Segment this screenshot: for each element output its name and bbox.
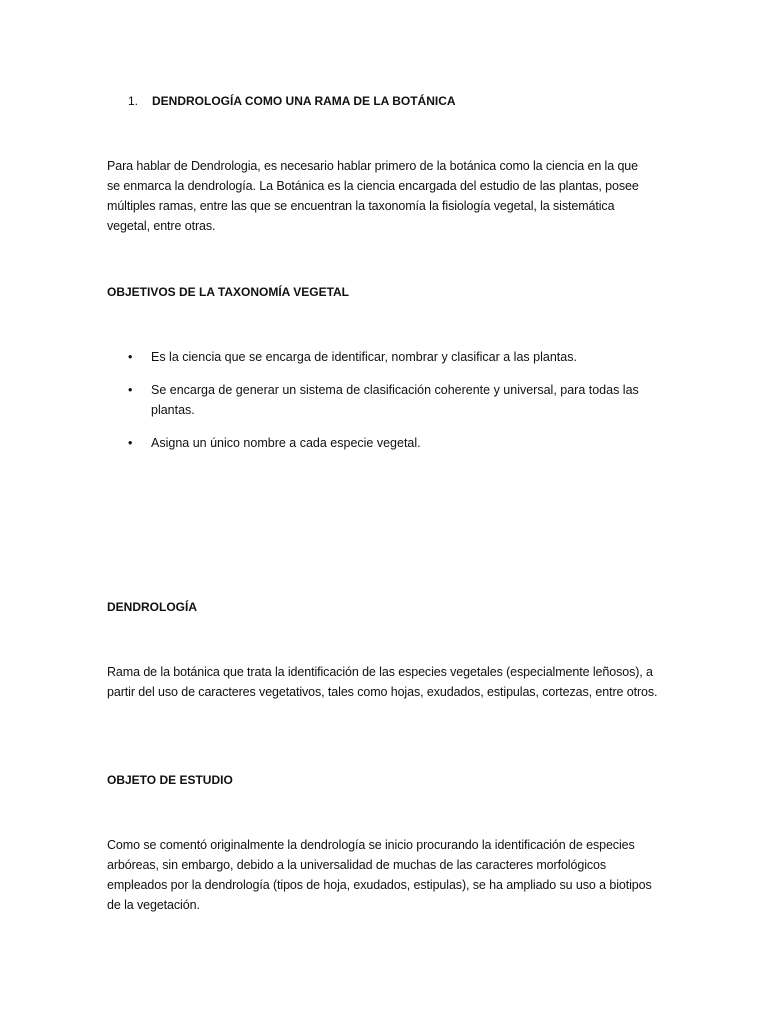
list-item-text: Es la ciencia que se encarga de identificar, nombrar y clasificar a las plantas. [151,350,577,364]
bullet-icon: • [128,383,133,397]
section-1-title: DENDROLOGÍA COMO UNA RAMA DE LA BOTÁNICA [152,94,456,108]
dendrologia-paragraph: Rama de la botánica que trata la identificación de las especies vegetales (especialmente leñosos), a partir del uso de caracteres vegetativos, tales como hojas, exudados, estipulas, cortezas, entre otros. [107,665,658,699]
objeto-paragraph: Como se comentó originalmente la dendrología se inicio procurando la identificación de especies arbóreas, sin embargo, debido a la universalidad de muchas de las caracteres morfológicos empleados por la dendrología (tipos de hoja, exudados, estipulas), se ha ampliado su uso a biotipos de la vegetación. [107,838,652,912]
list-item-text: Asigna un único nombre a cada especie vegetal. [151,436,421,450]
objectives-heading: OBJETIVOS DE LA TAXONOMÍA VEGETAL [107,285,350,299]
list-item-text: Se encarga de generar un sistema de clasificación coherente y universal, para todas las plantas. [151,383,639,417]
section-1-number: 1. [128,94,139,108]
objeto-heading: OBJETO DE ESTUDIO [107,773,233,787]
dendrologia-heading: DENDROLOGÍA [107,600,197,614]
section-1-heading [128,91,456,111]
intro-paragraph: Para hablar de Dendrologia, es necesario hablar primero de la botánica como la ciencia en la que se enmarca la dendrología. La Botánica es la ciencia encargada del estudio de las plantas, posee múltiples ramas, entre las que se encuentran la taxonomía la fisiología vegetal, la sistemática vegetal, entre otras. [107,159,639,233]
objectives-list [128,347,668,466]
list-item [128,380,668,420]
bullet-icon: • [128,436,133,450]
list-item [128,433,668,453]
bullet-icon: • [128,350,133,364]
list-item [128,347,668,367]
